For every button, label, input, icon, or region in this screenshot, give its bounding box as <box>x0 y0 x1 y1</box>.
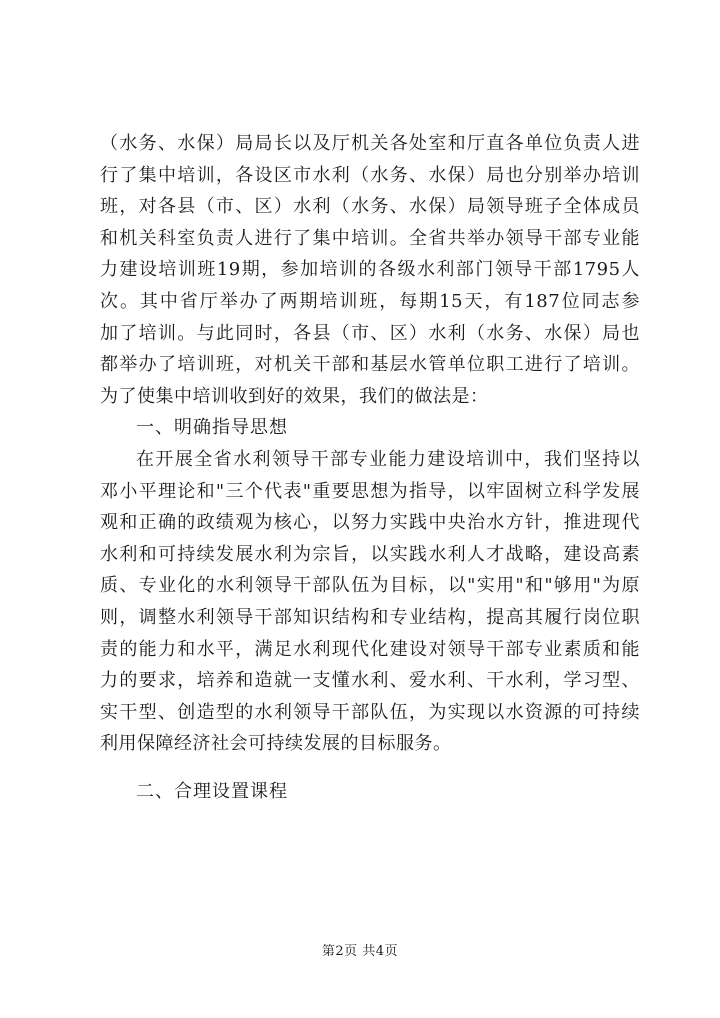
text-line: 都举办了培训班，对机关干部和基层水管单位职工进行了培训。 <box>100 354 640 376</box>
text-line: 加了培训。与此同时，各县（市、区）水利（水务、水保）局也 <box>100 322 640 344</box>
text-line: 班，对各县（市、区）水利（水务、水保）局领导班子全体成员 <box>100 196 640 218</box>
text-line: 观和正确的政绩观为核心，以努力实践中央治水方针，推进现代 <box>100 512 640 534</box>
text-line: 邓小平理论和"三个代表"重要思想为指导，以牢固树立科学发展 <box>100 480 640 502</box>
text-line: 为了使集中培训收到好的效果，我们的做法是： <box>100 385 489 407</box>
text-line: 实干型、创造型的水利领导干部队伍，为实现以水资源的可持续 <box>100 701 640 723</box>
text-line: （水务、水保）局局长以及厅机关各处室和厅直各单位负责人进 <box>100 133 640 154</box>
text-line: 则，调整水利领导干部知识结构和专业结构，提高其履行岗位职 <box>100 606 640 628</box>
section-heading-course-design: 二、合理设置课程 <box>136 780 288 802</box>
paragraph-guiding-thought <box>100 444 640 760</box>
text-line: 责的能力和水平，满足水利现代化建设对领导干部专业素质和能 <box>100 638 640 660</box>
text-line: 在开展全省水利领导干部专业能力建设培训中，我们坚持以 <box>136 448 640 470</box>
document-body <box>100 128 640 807</box>
text-line: 行了集中培训，各设区市水利（水务、水保）局也分别举办培训 <box>100 164 640 186</box>
text-line: 力建设培训班19期，参加培训的各级水利部门领导干部1795人 <box>100 259 640 281</box>
paragraph-training-summary <box>100 128 640 412</box>
text-line: 力的要求，培养和造就一支懂水利、爱水利、干水利，学习型、 <box>100 670 640 692</box>
text-line: 水利和可持续发展水利为宗旨，以实践水利人才战略，建设高素 <box>100 543 640 565</box>
text-line: 质、专业化的水利领导干部队伍为目标，以"实用"和"够用"为原 <box>100 575 640 597</box>
text-line: 次。其中省厅举办了两期培训班，每期15天，有187位同志参 <box>100 290 640 312</box>
text-line: 和机关科室负责人进行了集中培训。全省共举办领导干部专业能 <box>100 227 640 249</box>
section-heading-guiding-thought: 一、明确指导思想 <box>136 417 288 439</box>
text-line: 利用保障经济社会可持续发展的目标服务。 <box>100 733 452 755</box>
page-footer: 第2页 共4页 <box>321 944 399 959</box>
